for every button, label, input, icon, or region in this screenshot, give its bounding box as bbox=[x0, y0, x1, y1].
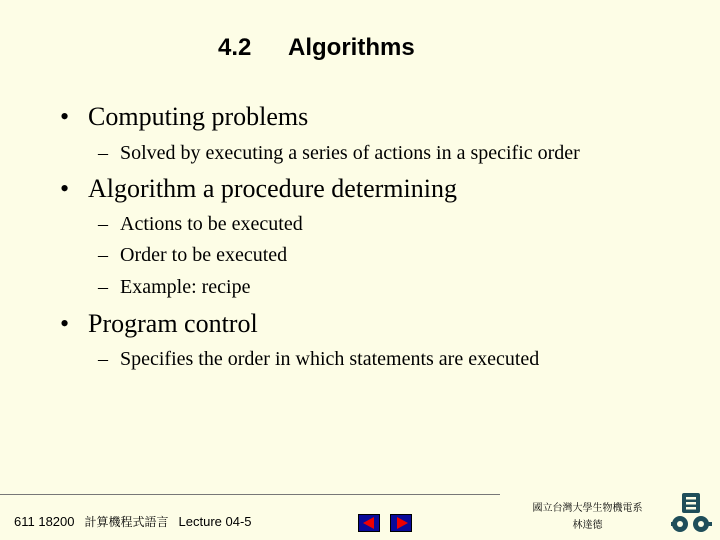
sub-bullet-dash: – bbox=[98, 142, 108, 164]
bullet-text: Program control bbox=[88, 309, 258, 338]
bullet-text: Algorithm a procedure determining bbox=[88, 174, 457, 203]
left-triangle-icon bbox=[363, 517, 374, 529]
next-slide-button[interactable] bbox=[390, 514, 412, 532]
bullet-text: Computing problems bbox=[88, 102, 309, 131]
right-triangle-icon bbox=[397, 517, 408, 529]
lecture-number: Lecture 04-5 bbox=[178, 514, 252, 529]
footer-institution bbox=[520, 500, 655, 534]
department-logo-icon bbox=[668, 492, 714, 536]
sub-bullet-text: Example: recipe bbox=[120, 276, 251, 298]
sub-bullet-item bbox=[98, 213, 303, 236]
sub-bullet-text: Specifies the order in which statements are executed bbox=[120, 348, 540, 370]
sub-bullet-item bbox=[98, 244, 287, 267]
bullet-item bbox=[60, 102, 308, 132]
bullet-dot: • bbox=[60, 102, 70, 131]
footer-course-info bbox=[14, 513, 252, 530]
sub-bullet-dash: – bbox=[98, 213, 108, 235]
bullet-item bbox=[60, 309, 258, 339]
slide-title bbox=[218, 34, 415, 62]
title-text: Algorithms bbox=[288, 34, 415, 61]
sub-bullet-dash: – bbox=[98, 276, 108, 298]
sub-bullet-item bbox=[98, 348, 539, 371]
bullet-item bbox=[60, 174, 457, 204]
sub-bullet-dash: – bbox=[98, 244, 108, 266]
footer-divider bbox=[0, 494, 500, 495]
sub-bullet-text: Order to be executed bbox=[120, 244, 288, 266]
sub-bullet-item bbox=[98, 142, 580, 165]
course-code: 611 18200 bbox=[14, 514, 75, 529]
instructor-name: 林達德 bbox=[572, 520, 603, 531]
sub-bullet-dash: – bbox=[98, 348, 108, 370]
bullet-dot: • bbox=[60, 309, 70, 338]
sub-bullet-text: Solved by executing a series of actions in a specific order bbox=[120, 142, 580, 164]
bullet-dot: • bbox=[60, 174, 70, 203]
sub-bullet-text: Actions to be executed bbox=[120, 213, 303, 235]
title-number: 4.2 bbox=[218, 34, 252, 61]
department-name: 國立台灣大學生物機電系 bbox=[532, 503, 643, 514]
course-name: 計算機程式語言 bbox=[84, 515, 169, 529]
sub-bullet-item bbox=[98, 276, 251, 299]
previous-slide-button[interactable] bbox=[358, 514, 380, 532]
